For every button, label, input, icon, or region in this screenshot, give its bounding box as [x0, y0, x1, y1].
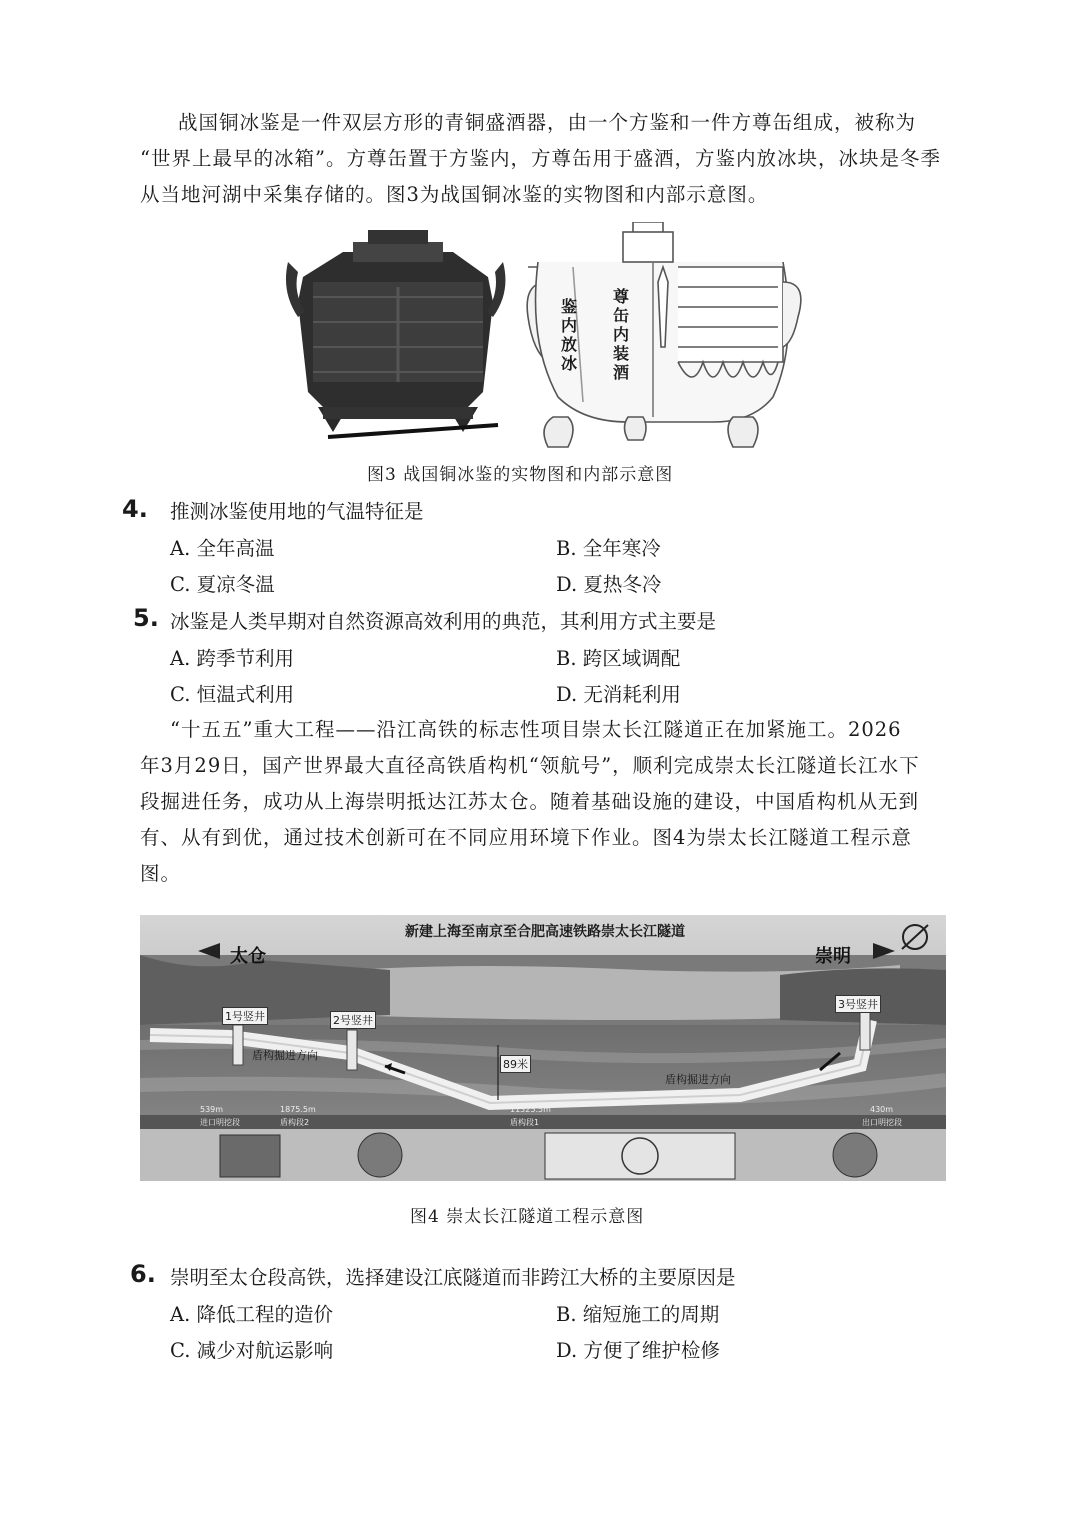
- segment-1-length: 539m: [200, 1105, 224, 1114]
- figure-4-title: 新建上海至南京至合肥高速铁路崇太长江隧道: [405, 924, 685, 940]
- direction-label-left: 盾构掘进方向: [252, 1049, 318, 1062]
- label-ice-inside: 鉴内放冰: [561, 297, 578, 373]
- segment-2-name: 盾构段2: [280, 1118, 310, 1127]
- question-6-option-b[interactable]: B. 缩短施工的周期: [556, 1303, 720, 1326]
- text-line: 有、从有到优，通过技术创新可在不同应用环境下作业。图4为崇太长江隧道工程示意: [140, 826, 912, 849]
- question-6-stem: 崇明至太仓段高铁，选择建设江底隧道而非跨江大桥的主要原因是: [170, 1266, 736, 1289]
- question-6-option-d[interactable]: D. 方便了维护检修: [556, 1339, 720, 1362]
- question-4-option-d[interactable]: D. 夏热冬冷: [556, 573, 662, 596]
- shaft-2-label: 2号竖井: [330, 1011, 376, 1029]
- question-6-option-a[interactable]: A. 降低工程的造价: [170, 1303, 333, 1326]
- city-label-taicang: 太仓: [230, 946, 266, 967]
- text-line: 年3月29日，国产世界最大直径高铁盾构机“领航号”，顺利完成崇太长江隧道长江水下: [140, 754, 920, 777]
- city-label-chongming: 崇明: [815, 946, 851, 967]
- intro-paragraph-1: [140, 105, 948, 213]
- text-line: 图。: [140, 862, 182, 885]
- segment-4-name: 出口明挖段: [862, 1118, 902, 1127]
- text-line: 段掘进任务，成功从上海崇明抵达江苏太仓。随着基础设施的建设，中国盾构机从无到: [140, 790, 920, 813]
- question-5-option-a[interactable]: A. 跨季节利用: [170, 647, 294, 670]
- question-5-option-d[interactable]: D. 无消耗利用: [556, 683, 681, 706]
- ice-box-photo-and-diagram: [283, 222, 803, 457]
- segment-4-length: 430m: [870, 1105, 894, 1114]
- question-4-option-a[interactable]: A. 全年高温: [170, 537, 275, 560]
- question-4-option-b[interactable]: B. 全年寒冷: [556, 537, 661, 560]
- question-5-option-c[interactable]: C. 恒温式利用: [170, 683, 295, 706]
- shaft-3-label: 3号竖井: [835, 995, 881, 1013]
- question-6-option-c[interactable]: C. 减少对航运影响: [170, 1339, 334, 1362]
- intro-paragraph-2: [140, 712, 948, 892]
- label-wine-inside: 尊缶内装酒: [613, 287, 630, 382]
- text-line: 从当地河湖中采集存储的。图3为战国铜冰鉴的实物图和内部示意图。: [140, 183, 769, 206]
- question-5-number: 5.: [133, 604, 159, 632]
- figure-3-caption: 图3 战国铜冰鉴的实物图和内部示意图: [367, 465, 674, 485]
- segment-3-name: 盾构段1: [510, 1118, 540, 1127]
- text-line: “十五五”重大工程——沿江高铁的标志性项目崇太长江隧道正在加紧施工。2026: [170, 718, 902, 741]
- depth-label: 89米: [500, 1055, 531, 1073]
- figure-3: [283, 222, 803, 457]
- question-6-number: 6.: [130, 1260, 156, 1288]
- direction-label-right: 盾构掘进方向: [665, 1073, 731, 1086]
- segment-3-length: 11325.5m: [510, 1105, 551, 1114]
- figure-4: [140, 915, 946, 1181]
- question-4-number: 4.: [122, 495, 148, 523]
- question-4-stem: 推测冰鉴使用地的气温特征是: [170, 500, 424, 523]
- figure-4-caption: 图4 崇太长江隧道工程示意图: [410, 1207, 645, 1227]
- question-4-option-c[interactable]: C. 夏凉冬温: [170, 573, 275, 596]
- text-line: 战国铜冰鉴是一件双层方形的青铜盛酒器，由一个方鉴和一件方尊缶组成，被称为: [178, 111, 917, 134]
- segment-1-name: 进口明挖段: [200, 1118, 240, 1127]
- segment-2-length: 1875.5m: [280, 1105, 316, 1114]
- shaft-1-label: 1号竖井: [222, 1007, 268, 1025]
- question-5-option-b[interactable]: B. 跨区域调配: [556, 647, 681, 670]
- question-5-stem: 冰鉴是人类早期对自然资源高效利用的典范，其利用方式主要是: [170, 610, 717, 633]
- text-line: “世界上最早的冰箱”。方尊缶置于方鉴内，方尊缶用于盛酒，方鉴内放冰块，冰块是冬季: [140, 147, 941, 170]
- bronze-ice-box-photo: [283, 222, 508, 447]
